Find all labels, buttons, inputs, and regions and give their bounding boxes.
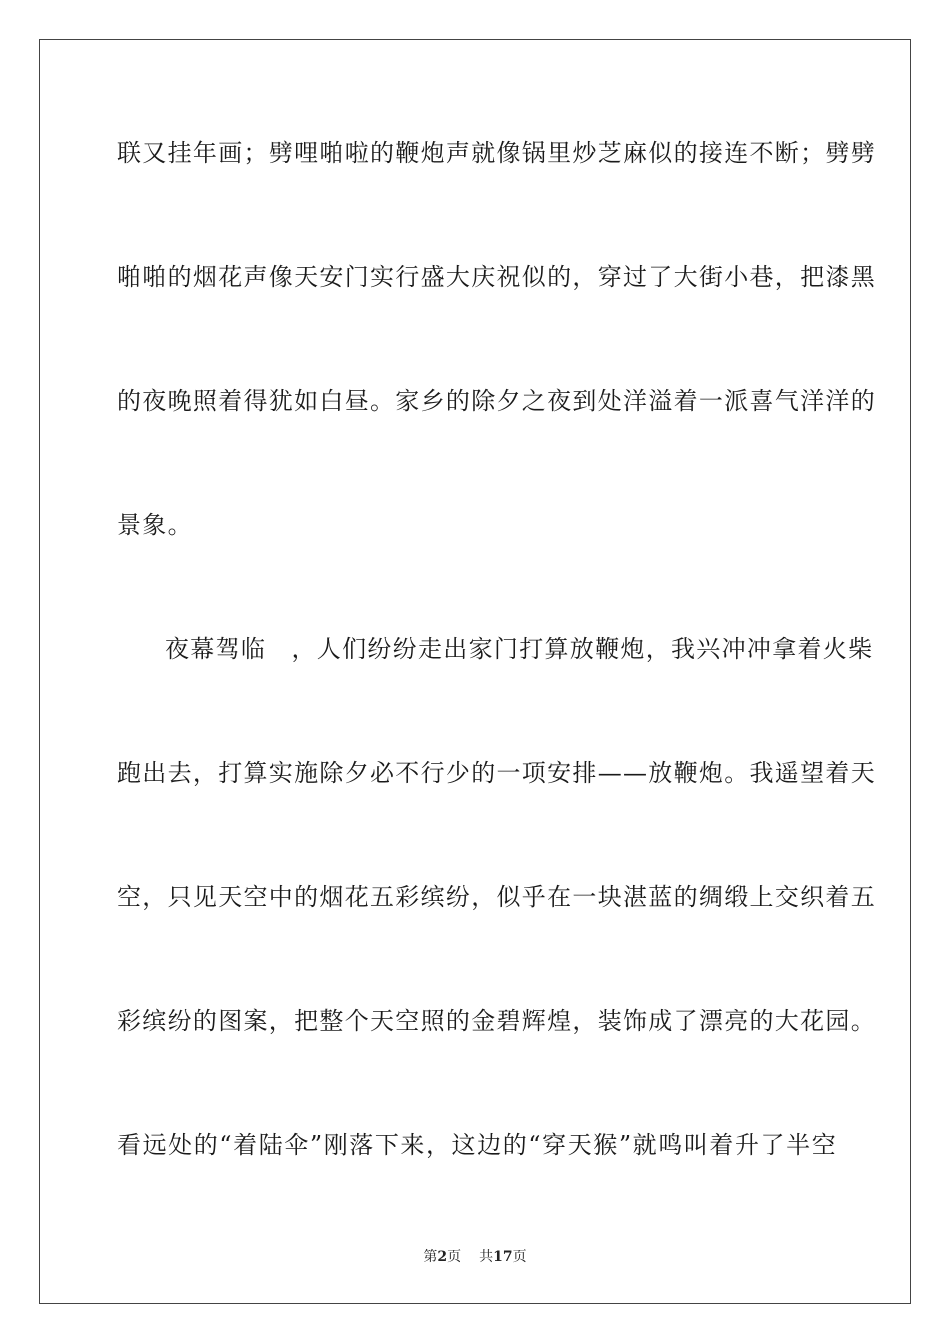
page-border: [39, 39, 911, 1304]
total-pages: 17: [493, 1249, 513, 1265]
page-footer: [0, 1248, 950, 1266]
paragraph-first-line: 夜幕驾临 ，人们纷纷走出家门打算放鞭炮，我兴冲冲拿着火柴: [165, 635, 874, 663]
body-text-line: 的夜晚照着得犹如白昼。家乡的除夕之夜到处洋溢着一派喜气洋洋的: [117, 387, 876, 415]
body-text-line: 啪啪的烟花声像天安门实行盛大庆祝似的，穿过了大街小巷，把漆黑: [117, 263, 876, 291]
total-label-suffix: 页: [512, 1249, 527, 1265]
page-label-prefix: 第: [423, 1249, 438, 1265]
body-text-line: 景象。: [117, 511, 193, 539]
body-text-line: 彩缤纷的图案，把整个天空照的金碧辉煌，装饰成了漂亮的大花园。: [117, 1007, 876, 1035]
body-text-line: 跑出去，打算实施除夕必不行少的一项安排——放鞭炮。我遥望着天: [117, 759, 876, 787]
body-text-line: 空，只见天空中的烟花五彩缤纷，似乎在一块湛蓝的绸缎上交织着五: [117, 883, 876, 911]
page-label-suffix: 页: [447, 1249, 462, 1265]
body-text-line: 联又挂年画；劈哩啪啦的鞭炮声就像锅里炒芝麻似的接连不断；劈劈: [117, 139, 876, 167]
total-label-prefix: 共: [479, 1249, 494, 1265]
page-number: 2: [437, 1249, 448, 1265]
body-text-line: 看远处的“着陆伞”刚落下来，这边的“穿天猴”就鸣叫着升了半空: [117, 1131, 837, 1159]
